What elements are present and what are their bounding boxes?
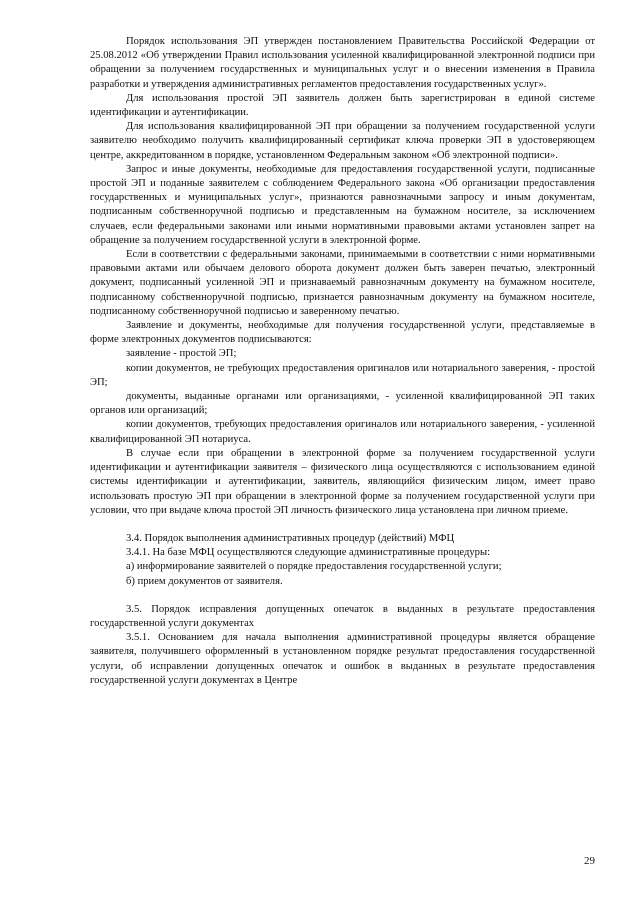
paragraph-identification: В случае если при обращении в электронной форме за получением государственной услуги идентификации и аутентификации заявителя – физического лица осуществляются с использованием единой системы идентификации и аутентификации, заявитель, являющийся физическим лицом, имеет право использовать простую ЭП при обращении в электронной форме за получением государственной услуги при условии, что при выдаче ключа простой ЭП личность физического лица установлена при личном приеме. (90, 447, 595, 516)
paragraph-qualified-ep-certificate: Для использования квалифицированной ЭП при обращении за получением государственной услуги заявителю необходимо получить квалифицированный сертификат ключа проверки ЭП в удостоверяющем центре, аккредитованном в порядке, установленном Федеральным законом «Об электронной подписи». (90, 121, 595, 161)
list-item-copies-simple: копии документов, не требующих предоставления оригиналов или нотариального заверения, - простой ЭП; (90, 362, 595, 388)
list-item-copies-notary: копии документов, требующих предоставления оригиналов или нотариального заверения, - усиленной квалифицированной ЭП нотариуса. (90, 419, 595, 445)
paragraph-seal-requirement: Если в соответствии с федеральными законами, принимаемыми в соответствии с ними нормативными правовыми актами или обычаем делового оборота документ должен быть заверен печатью, электронный документ, подписанный усиленной ЭП и признаваемый равнозначным документу на бумажном носителе, подписанному собственноручной подписью, признается равнозначным документу на бумажном носителе, подписанному собственноручной подписью и заверенному печатью. (90, 249, 595, 317)
paragraph-3-4-1: 3.4.1. На базе МФЦ осуществляются следующие административные процедуры: (126, 547, 491, 559)
paragraph-3-5-1: 3.5.1. Основанием для начала выполнения административной процедуры является обращение заявителя, получившего оформленный в установленном порядке результат предоставления государственной услуги, об исправлении допущенных опечаток и ошибок в выданных в результате предоставления государственной услуги документах в Центре (90, 632, 595, 686)
paragraph-simple-ep-registration: Для использования простой ЭП заявитель должен быть зарегистрирован в единой системе идентификации и аутентификации. (90, 92, 595, 119)
paragraph-signing-intro: Заявление и документы, необходимые для получения государственной услуги, представляемые в форме электронных документов подписываются: (90, 320, 595, 346)
list-item-a: а) информирование заявителей о порядке предоставления государственной услуги; (126, 561, 502, 573)
paragraph-ep-usage-order: Порядок использования ЭП утвержден постановлением Правительства Российской Федерации от 25.08.2012 «Об утверждении Правил использования усиленной квалифицированной электронной подписи при обращении за получением государственных и муниципальных услуг и о внесении изменения в Правила разработки и утверждения административных регламентов предоставления государственных услуг». (90, 36, 595, 90)
paragraph-request-equivalence: Запрос и иные документы, необходимые для предоставления государственной услуги, подписанные простой ЭП и поданные заявителем с соблюдением Федерального закона «Об организации предоставления государственных и муниципальных услуг», признаются равнозначными запросу и иным документам, подписанным собственноручной подписью и представленным на бумажном носителе, за исключением случаев, если федеральными законами или иными нормативными правовыми актами установлен запрет на обращение за получением государственной услуги в электронной форме. (90, 163, 595, 246)
list-item-application: заявление - простой ЭП; (126, 348, 237, 360)
page-number: 29 (584, 855, 595, 867)
section-heading-3-4: 3.4. Порядок выполнения административных процедур (действий) МФЦ (126, 532, 455, 544)
list-item-issued-documents: документы, выданные органами или организациями, - усиленной квалифицированной ЭП таких органов или организаций; (90, 391, 595, 417)
section-heading-3-5: 3.5. Порядок исправления допущенных опечаток в выданных в результате предоставления государственной услуги документах (90, 603, 595, 629)
document-body (90, 35, 595, 688)
list-item-b: б) прием документов от заявителя. (126, 575, 283, 587)
